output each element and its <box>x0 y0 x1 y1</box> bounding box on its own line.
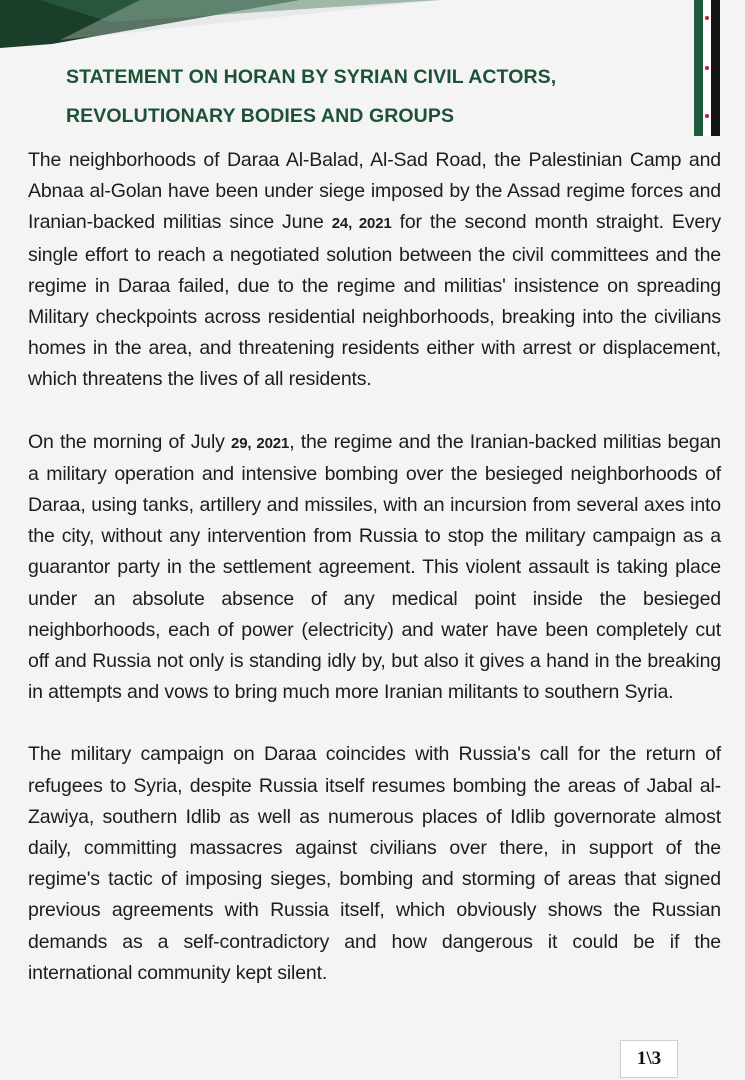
paragraph-2-part-1: On the morning of July <box>28 430 232 453</box>
page-title <box>66 58 666 136</box>
paragraph-2-date: 29, 2021 <box>231 434 290 452</box>
paragraph-3: The military campaign on Daraa coincides with Russia's call for the return of refugees to Syria, despite Russia itself resumes bombing the areas of Jabal al-Zawiya, southern Idlib as well as numerous places of Idlib governorate almost daily, committing massacres against civilians over there, in support of the regime's tactic of imposing sieges, bombing and storming of areas that signed previous agreements with Russia itself, which obviously shows the Russian demands as a self-contradictory and how dangerous it could be if the international community kept silent. <box>28 743 721 984</box>
paragraph-1-part-2: for the second month straight. Every single effort to reach a negotiated solution between the civil committees and the regime in Daraa failed, due to the regime and militias' insistence on spreading Military checkpoints across residential neighborhoods, breaking into the civilians homes in the area, and threatening residents either with arrest or displacement, which threatens the lives of all residents. <box>28 211 721 391</box>
paragraph-1 <box>28 145 721 396</box>
paragraph-2-part-2: , the regime and the Iranian-backed militias began a military operation and intensive bombing over the besieged neighborhoods of Daraa, using tanks, artillery and missiles, with an incursion from several axes into the city, without any intervention from Russia to stop the military campaign as a guarantor party in the settlement agreement. This violent assault is taking place under an absolute absence of any medical point inside the besieged neighborhoods, each of power (electricity) and water have been completely cut off and Russia not only is standing idly by, but also it gives a hand in the breaking in attempts and vows to bring much more Iranian militants to southern Syria. <box>28 430 721 704</box>
paragraph-1-date: 24, 2021 <box>331 215 392 233</box>
paragraph-2 <box>28 427 721 709</box>
title-line-2: REVOLUTIONARY BODIES AND GROUPS <box>66 105 455 127</box>
syrian-revolution-flag-icon <box>694 0 720 136</box>
title-line-1: STATEMENT ON HORAN BY SYRIAN CIVIL ACTORS, <box>66 66 557 88</box>
paragraph-1-part-1: The neighborhoods of Daraa Al-Balad, Al-Sad Road, the Palestinian Camp and Abnaa al-Golan have been under siege imposed by the Assad regime forces and Iranian-backed militias since June <box>28 149 721 234</box>
page-number: 1\3 <box>620 1040 678 1078</box>
statement-body <box>28 145 721 1020</box>
corner-banner <box>0 0 440 50</box>
